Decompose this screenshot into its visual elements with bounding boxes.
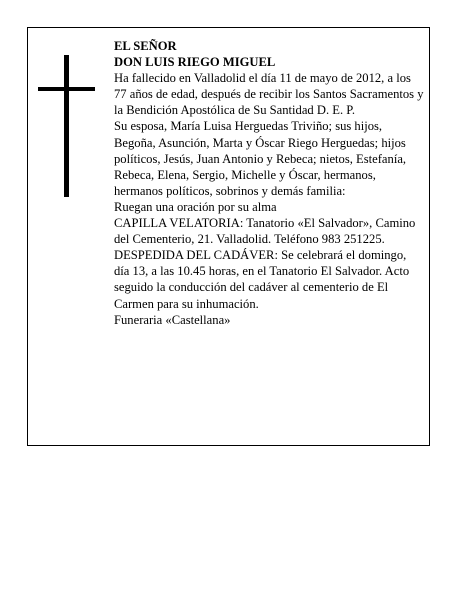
obituary-text xyxy=(114,38,424,328)
title-line-1: EL SEÑOR xyxy=(114,39,177,53)
prayer-request: Ruegan una oración por su alma xyxy=(114,199,277,214)
obituary-notice xyxy=(27,27,430,446)
farewell-info: DESPEDIDA DEL CADÁVER: Se celebrará el domingo, día 13, a las 10.45 horas, en el Tanatorio El Salvador. Acto seguido la conducción del cadáver al cementerio de El Carmen para su inhumación. xyxy=(114,248,410,311)
latin-cross-icon xyxy=(38,55,95,197)
family-list: Su esposa, María Luisa Herguedas Triviño; sus hijos, Begoña, Asunción, Marta y Óscar Riego Herguedas; hijos políticos, Jesús, Juan Antonio y Rebeca; nietos, Estefanía, Rebeca, Elena, Sergio, Michelle y Óscar, hermanos, hermanos políticos, sobrinos y demás familia: xyxy=(114,119,407,198)
death-announcement: Ha fallecido en Valladolid el día 11 de mayo de 2012, a los 77 años de edad, después de recibir los Santos Sacramentos y la Bendición Apostólica de Su Santidad D. E. P. xyxy=(114,71,424,118)
cross-horizontal-bar xyxy=(38,87,95,91)
funeral-home: Funeraria «Castellana» xyxy=(114,312,231,327)
cross-vertical-bar xyxy=(64,55,69,197)
chapel-info: CAPILLA VELATORIA: Tanatorio «El Salvador», Camino del Cementerio, 21. Valladolid. Teléfono 983 251225. xyxy=(114,216,416,247)
deceased-name: DON LUIS RIEGO MIGUEL xyxy=(114,55,276,70)
